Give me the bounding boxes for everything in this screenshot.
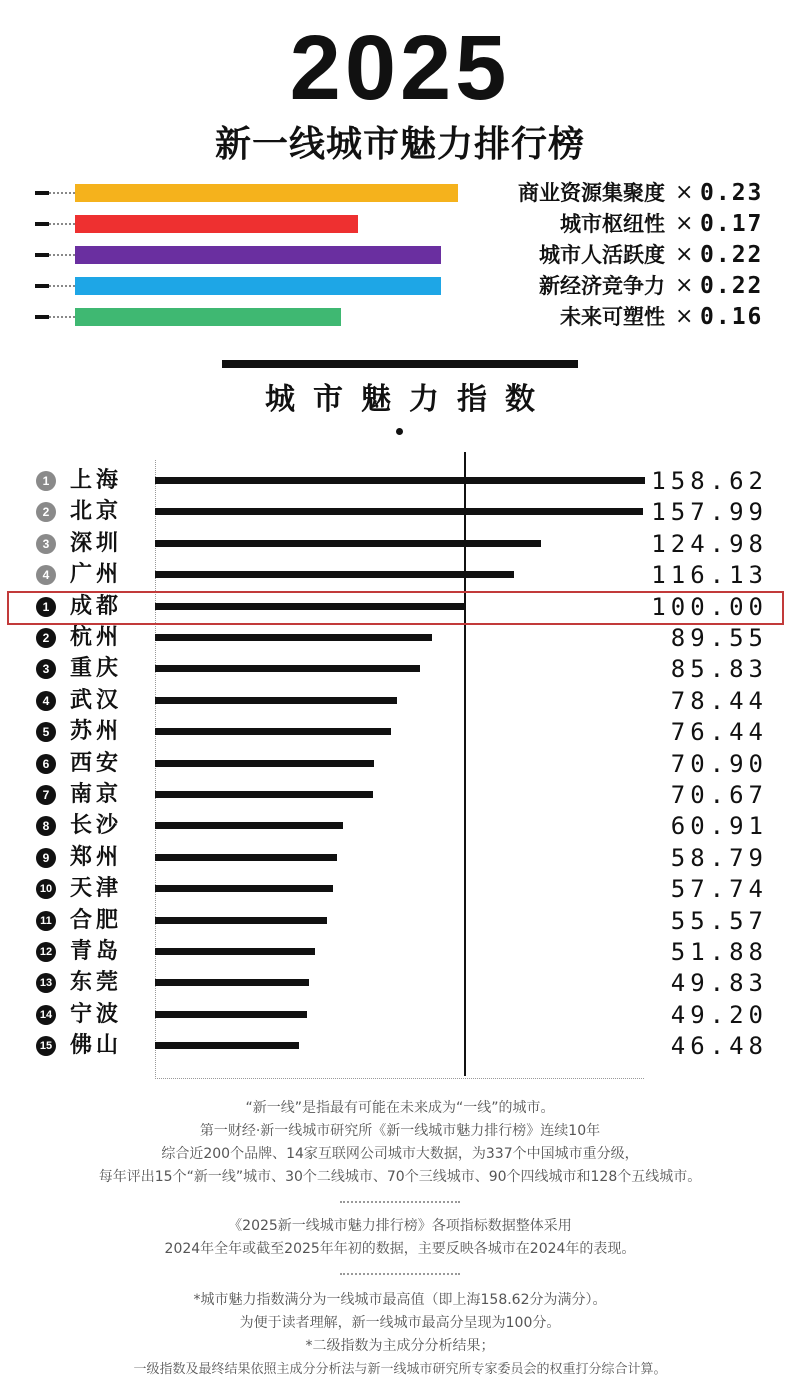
rank-badge: 1	[36, 471, 56, 491]
weight-bar	[75, 277, 441, 295]
weight-value: 0.22	[700, 273, 764, 299]
city-label: 青岛	[70, 939, 123, 964]
rank-badge: 12	[36, 942, 56, 962]
chart-row	[0, 686, 800, 716]
city-label: 东莞	[70, 970, 123, 996]
score-bar	[155, 948, 315, 955]
weight-row	[0, 241, 800, 269]
city-label: 上海	[70, 468, 123, 493]
chart-row	[0, 874, 800, 904]
weight-leader	[49, 285, 75, 287]
chart-row	[0, 1000, 800, 1030]
city-label: 南京	[70, 782, 123, 807]
score-bar	[155, 917, 327, 924]
section-title: 城市魅力指数	[265, 382, 553, 417]
rank-badge: 6	[36, 754, 56, 774]
weight-leader	[49, 223, 75, 225]
score-value: 116.13	[651, 561, 768, 590]
chart-row	[0, 497, 800, 527]
weight-label: 商业资源集聚度	[518, 181, 665, 205]
score-value: 51.88	[670, 938, 768, 966]
page-title: 新一线城市魅力排行榜	[214, 124, 585, 165]
score-value: 158.62	[651, 467, 768, 495]
note-separator	[340, 1201, 460, 1203]
city-label: 重庆	[70, 656, 123, 682]
note-line-6: 2024年全年或截至2025年年初的数据，主要反映各城市在2024年的表现。	[164, 1241, 636, 1257]
city-label: 成都	[70, 593, 123, 619]
rank-badge: 4	[36, 565, 56, 585]
weight-dash	[35, 191, 49, 195]
chart-row	[0, 843, 800, 873]
score-bar	[155, 822, 343, 829]
chart-row	[0, 623, 800, 653]
chart-row	[0, 937, 800, 967]
city-label: 广州	[70, 562, 123, 588]
weight-dash	[35, 284, 49, 288]
weight-dash	[35, 222, 49, 226]
score-bar	[155, 728, 391, 735]
chart-row	[0, 780, 800, 810]
chart-row	[0, 811, 800, 841]
score-value: 89.55	[670, 624, 768, 652]
note-line-10: 一级指数及最终结果依照主成分分析法与新一线城市研究所专家委员会的权重打分综合计算。	[133, 1362, 667, 1377]
chart-row	[0, 717, 800, 747]
note-separator	[340, 1273, 460, 1275]
weight-leader	[49, 254, 75, 256]
highlight-box	[7, 591, 784, 625]
score-bar	[155, 1011, 307, 1018]
score-bar	[155, 540, 541, 547]
score-bar	[155, 885, 333, 892]
note-line-3: 综合近200个品牌、14家互联网公司城市大数据，为337个中国城市重分级，	[161, 1146, 639, 1162]
multiply-sign: ×	[675, 180, 694, 205]
score-value: 58.79	[670, 843, 768, 872]
score-bar	[155, 854, 337, 861]
score-bar	[155, 1042, 299, 1049]
score-value: 49.20	[670, 1000, 768, 1029]
weight-leader	[49, 192, 75, 194]
city-label: 北京	[70, 499, 123, 525]
score-value: 57.74	[670, 875, 768, 904]
rank-badge: 13	[36, 973, 56, 993]
weight-row	[0, 179, 800, 207]
weight-bar	[75, 184, 458, 202]
score-bar	[155, 665, 420, 672]
city-label: 合肥	[70, 907, 123, 933]
rank-badge: 10	[36, 879, 56, 899]
weight-leader	[49, 316, 75, 318]
rank-badge: 1	[36, 597, 56, 617]
note-line-4: 每年评出15个“新一线”城市、30个二线城市、70个三线城市、90个四线城市和128个五线城市。	[98, 1169, 702, 1185]
weight-value: 0.22	[700, 242, 764, 268]
chart-row	[0, 529, 800, 559]
rank-badge: 4	[36, 691, 56, 711]
score-bar	[155, 634, 432, 641]
note-line-5: 《2025新一线城市魅力排行榜》各项指标数据整体采用	[228, 1218, 572, 1234]
score-value: 76.44	[670, 718, 768, 747]
score-value: 100.00	[651, 592, 768, 621]
score-value: 70.90	[670, 749, 768, 778]
city-label: 苏州	[70, 719, 123, 745]
rank-badge: 2	[36, 502, 56, 522]
score-value: 124.98	[651, 529, 768, 558]
multiply-sign: ×	[675, 273, 694, 298]
city-label: 郑州	[70, 844, 123, 870]
city-label: 天津	[70, 876, 123, 902]
score-bar	[155, 508, 643, 515]
chart-row	[0, 906, 800, 936]
rank-badge: 3	[36, 659, 56, 679]
city-label: 佛山	[70, 1033, 123, 1059]
weight-value: 0.23	[700, 180, 764, 206]
chart-row	[0, 654, 800, 684]
weight-bar	[75, 246, 441, 264]
rank-badge: 5	[36, 722, 56, 742]
weight-row	[0, 210, 800, 238]
multiply-sign: ×	[675, 211, 694, 236]
note-line-8: 为便于读者理解，新一线城市最高分呈现为100分。	[239, 1315, 561, 1331]
score-bar	[155, 697, 397, 704]
note-line-2: 第一财经·新一线城市研究所《新一线城市魅力排行榜》连续10年	[199, 1123, 601, 1139]
section-dot	[396, 428, 403, 435]
weight-value: 0.17	[700, 211, 764, 237]
city-label: 长沙	[70, 813, 123, 839]
chart-row	[0, 968, 800, 998]
rank-badge: 7	[36, 785, 56, 805]
weight-row	[0, 303, 800, 331]
score-value: 85.83	[670, 655, 768, 684]
weight-bar	[75, 308, 341, 326]
note-line-1: “新一线”是指最有可能在未来成为“一线”的城市。	[245, 1100, 555, 1116]
score-value: 49.83	[670, 969, 768, 998]
score-bar	[155, 791, 373, 798]
weight-dash	[35, 315, 49, 319]
score-value: 157.99	[651, 498, 768, 527]
note-line-9: *二级指数为主成分分析结果；	[305, 1338, 495, 1354]
city-label: 深圳	[70, 530, 123, 556]
chart-row	[0, 560, 800, 590]
city-label: 杭州	[70, 625, 123, 650]
weight-value: 0.16	[700, 304, 764, 330]
chart-row	[0, 466, 800, 496]
chart-row	[0, 749, 800, 779]
city-label: 武汉	[70, 687, 123, 713]
score-value: 60.91	[670, 812, 768, 841]
rank-badge: 11	[36, 911, 56, 931]
score-bar	[155, 979, 309, 986]
weight-label: 城市枢纽性	[560, 212, 665, 236]
year-heading: 2025	[289, 17, 511, 119]
score-bar	[155, 571, 514, 578]
weight-row	[0, 272, 800, 300]
weight-dash	[35, 253, 49, 257]
score-bar	[155, 477, 645, 484]
score-bar	[155, 760, 374, 767]
rank-badge: 9	[36, 848, 56, 868]
weight-label: 城市人活跃度	[539, 243, 665, 267]
chart-row	[0, 1031, 800, 1061]
score-value: 46.48	[670, 1032, 768, 1061]
note-line-7: *城市魅力指数满分为一线城市最高值（即上海158.62分为满分）。	[193, 1292, 607, 1308]
score-value: 55.57	[670, 906, 768, 935]
city-label: 西安	[70, 750, 123, 776]
rank-badge: 2	[36, 628, 56, 648]
weight-bar	[75, 215, 358, 233]
multiply-sign: ×	[675, 304, 694, 329]
multiply-sign: ×	[675, 242, 694, 267]
reference-line-100	[464, 452, 466, 1076]
score-value: 78.44	[670, 686, 768, 715]
weight-label: 未来可塑性	[560, 305, 665, 329]
city-label: 宁波	[70, 1001, 123, 1027]
weight-label: 新经济竞争力	[539, 274, 665, 298]
rank-badge: 3	[36, 534, 56, 554]
score-value: 70.67	[670, 781, 768, 809]
rank-badge: 14	[36, 1005, 56, 1025]
rank-badge: 15	[36, 1036, 56, 1056]
section-rule	[222, 360, 578, 368]
rank-badge: 8	[36, 816, 56, 836]
